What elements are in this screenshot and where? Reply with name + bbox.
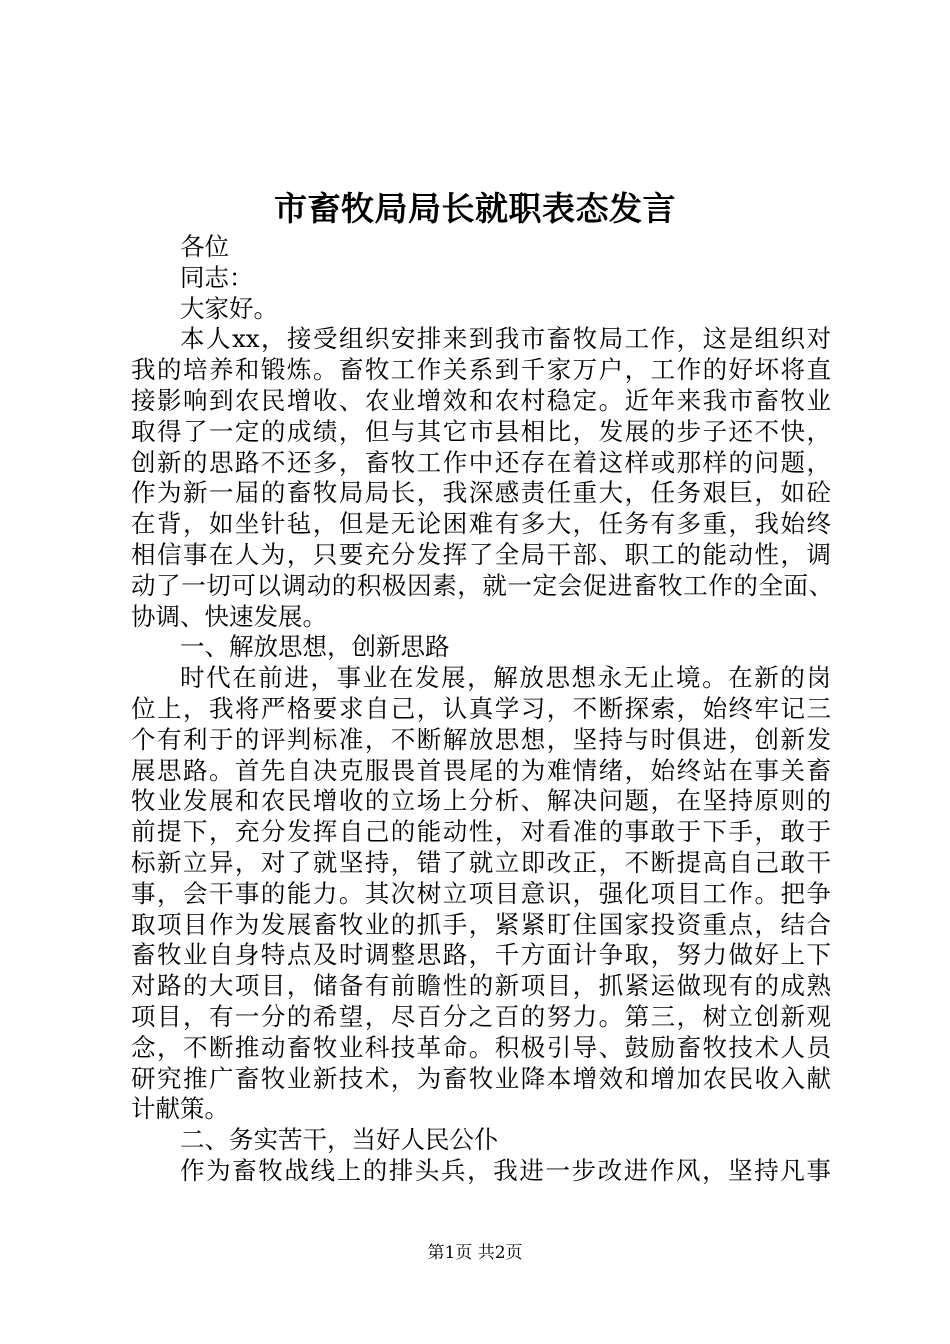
paragraph-line: 研究推广畜牧业新技术，为畜牧业降本增效和增加农民收入献 xyxy=(131,1063,831,1093)
paragraph-line: 作为畜牧战线上的排头兵，我进一步改进作风，坚持凡事 xyxy=(180,1155,831,1185)
paragraph-line: 取项目作为发展畜牧业的抓手，紧紧盯住国家投资重点，结合 xyxy=(131,909,831,939)
paragraph-line: 项目，有一分的希望，尽百分之百的努力。第三，树立创新观 xyxy=(131,1001,831,1031)
paragraph-line: 计献策。 xyxy=(131,1094,229,1124)
paragraph-line: 事，会干事的能力。其次树立项目意识，强化项目工作。把争 xyxy=(131,878,831,908)
paragraph-line: 念，不断推动畜牧业科技革命。积极引导、鼓励畜牧技术人员 xyxy=(131,1032,831,1062)
paragraph-line: 接影响到农民增收、农业增效和农村稳定。近年来我市畜牧业 xyxy=(131,385,831,415)
document-body xyxy=(131,232,834,1187)
paragraph-line: 时代在前进，事业在发展，解放思想永无止境。在新的岗 xyxy=(180,663,831,693)
paragraph-line: 前提下，充分发挥自己的能动性，对看准的事敢于下手，敢于 xyxy=(131,817,831,847)
section-heading: 一、解放思想，创新思路 xyxy=(180,632,450,662)
paragraph-line: 取得了一定的成绩，但与其它市县相比，发展的步子还不快， xyxy=(131,416,831,446)
paragraph-line: 标新立异，对了就坚持，错了就立即改正，不断提高自己敢干 xyxy=(131,847,831,877)
paragraph-line: 牧业发展和农民增收的立场上分析、解决问题，在坚持原则的 xyxy=(131,786,831,816)
paragraph-line: 畜牧业自身特点及时调整思路，千方面计争取，努力做好上下 xyxy=(131,940,831,970)
paragraph-line: 个有利于的评判标准，不断解放思想，坚持与时俱进，创新发 xyxy=(131,724,831,754)
paragraph-line: 协调、快速发展。 xyxy=(131,601,327,631)
page-footer: 第1页 共2页 xyxy=(427,1243,523,1263)
paragraph-line: 对路的大项目，储备有前瞻性的新项目，抓紧运做现有的成熟 xyxy=(131,971,831,1001)
salutation-line: 同志： xyxy=(180,262,254,292)
salutation-line: 各位 xyxy=(180,232,229,261)
paragraph-line: 本人xx，接受组织安排来到我市畜牧局工作，这是组织对 xyxy=(180,324,831,354)
paragraph-line: 相信事在人为，只要充分发挥了全局干部、职工的能动性，调 xyxy=(131,539,831,569)
paragraph-line: 创新的思路不还多，畜牧工作中还存在着这样或那样的问题， xyxy=(131,447,831,477)
paragraph-line: 作为新一届的畜牧局局长，我深感责任重大，任务艰巨，如砼 xyxy=(131,478,831,508)
paragraph-line: 在背，如坐针毡，但是无论困难有多大，任务有多重，我始终 xyxy=(131,509,831,539)
paragraph-line: 我的培养和锻炼。畜牧工作关系到千家万户，工作的好坏将直 xyxy=(131,355,831,385)
greeting-line: 大家好。 xyxy=(180,293,278,323)
paragraph-line: 动了一切可以调动的积极因素，就一定会促进畜牧工作的全面、 xyxy=(131,570,834,600)
paragraph-line: 位上，我将严格要求自己，认真学习，不断探索，始终牢记三 xyxy=(131,693,831,723)
paragraph-line: 展思路。首先自决克服畏首畏尾的为难情绪，始终站在事关畜 xyxy=(131,755,831,785)
document-title: 市畜牧局局长就职表态发言 xyxy=(274,189,676,228)
section-heading: 二、务实苦干，当好人民公仆 xyxy=(180,1125,499,1155)
